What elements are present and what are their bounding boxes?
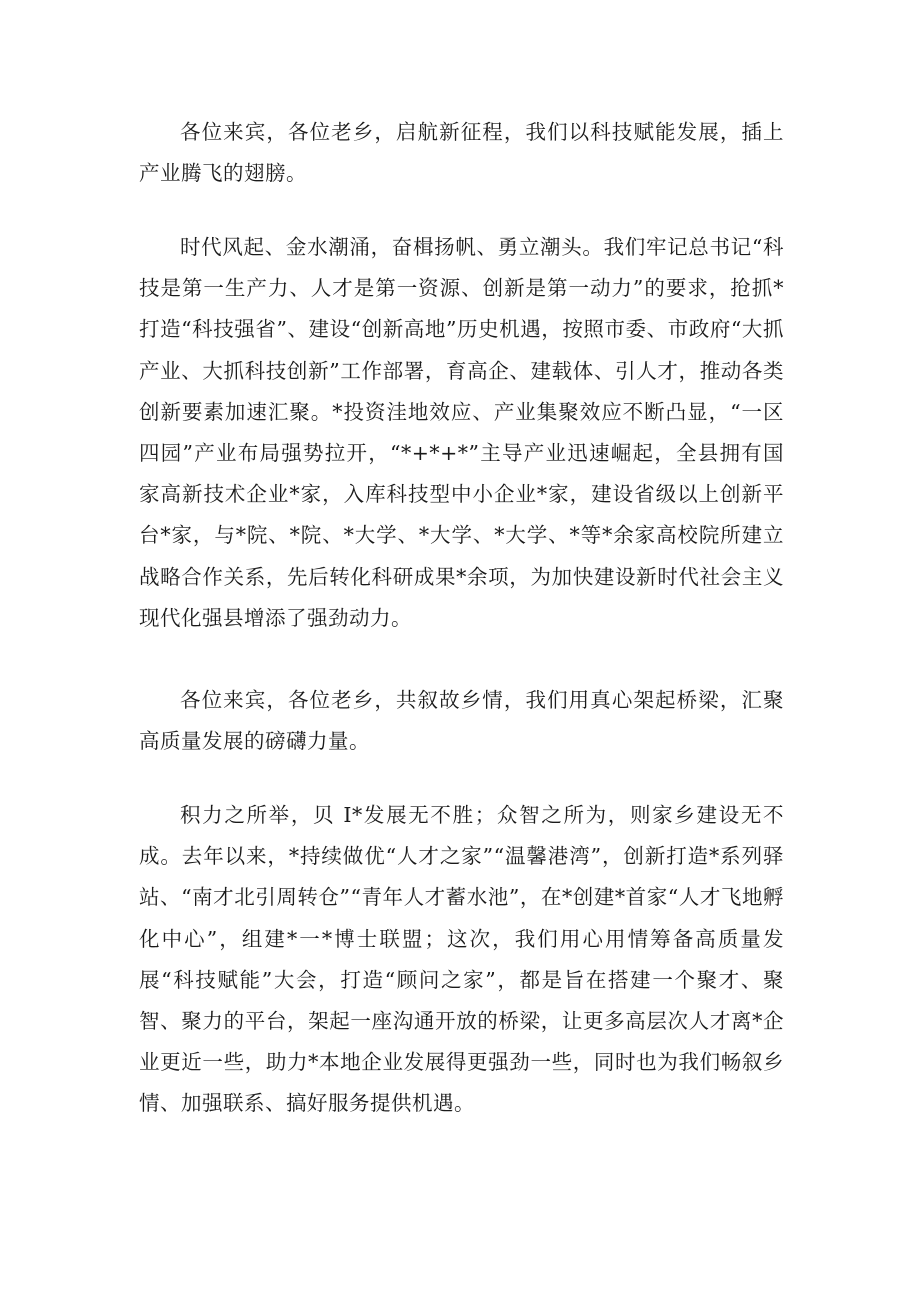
paragraph-tech-innovation: 时代风起、金水潮涌，奋楫扬帆、勇立潮头。我们牢记总书记“科技是第一生产力、人才是第一资源、创新是第一动力”的要求，抢抓*打造“科技强省”、建设“创新高地”历史机遇，按照市委、市政府“大抓产业、大抓科技创新”工作部署，育高企、建载体、引人才，推动各类创新要素加速汇聚。*投资洼地效应、产业集聚效应不断凸显，“一区四园”产业布局强势拉开，“*+*+*”主导产业迅速崛起，全县拥有国家高新技术企业*家，入库科技型中小企业*家，建设省级以上创新平台*家，与*院、*院、*大学、*大学、*大学、*等*余家高校院所建立战略合作关系，先后转化科研成果*余项，为加快建设新时代社会主义现代化强县增添了强劲动力。: [139, 235, 784, 630]
paragraph-talent-platform: 积力之所举，贝 I*发展无不胜；众智之所为，则家乡建设无不成。去年以来，*持续做优“人才之家”“温馨港湾”，创新打造*系列驿站、“南才北引周转仓”“青年人才蓄水池”，在*创建*首家“人才飞地孵化中心”，组建*一*博士联盟；这次，我们用心用情筹备高质量发展“科技赋能”大会，打造“顾问之家”，都是旨在搭建一个聚才、聚智、聚力的平台，架起一座沟通开放的桥梁，让更多高层次人才离*企业更近一些，助力*本地企业发展得更强劲一些，同时也为我们畅叙乡情、加强联系、搞好服务提供机遇。: [139, 803, 784, 1116]
paragraph-hometown-greeting: 各位来宾，各位老乡，共叙故乡情，我们用真心架起桥梁，汇聚高质量发展的磅礴力量。: [139, 688, 784, 754]
paragraph-opening-greeting: 各位来宾，各位老乡，启航新征程，我们以科技赋能发展，插上产业腾飞的翅膀。: [139, 120, 784, 186]
